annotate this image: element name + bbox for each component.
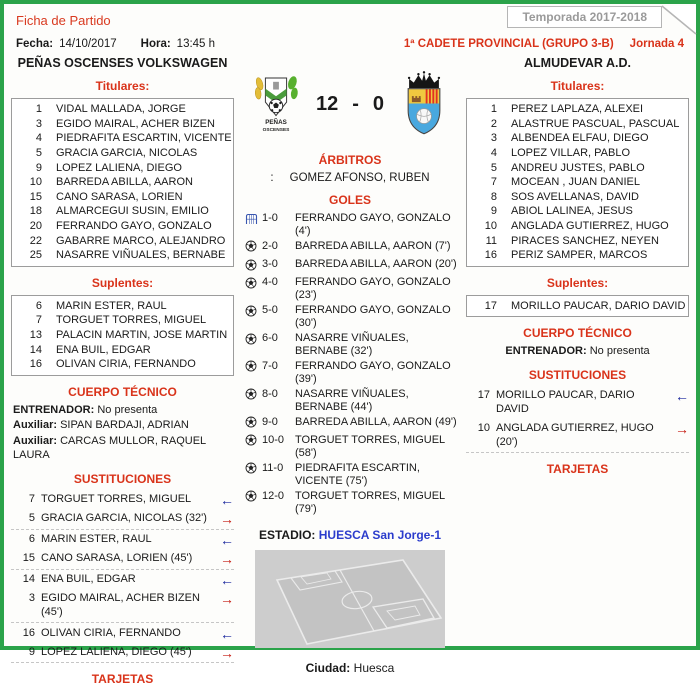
away-titulares-list xyxy=(466,98,689,267)
soccer-ball-icon xyxy=(245,276,262,293)
player-name: MARIN ESTER, RAUL xyxy=(56,299,167,312)
player-number: 10 xyxy=(29,176,42,189)
substitution-row xyxy=(11,643,234,663)
substitution-row xyxy=(11,510,234,530)
player-row xyxy=(467,146,688,161)
player-name: NASARRE VIÑUALES, BERNABE xyxy=(56,249,226,262)
player-row xyxy=(467,299,688,314)
away-staff-list xyxy=(466,345,689,359)
goal-scorer: FERRANDO GAYO, GONZALO (39') xyxy=(295,359,451,386)
sub-out-arrow-icon: → xyxy=(220,591,234,607)
home-team-logo xyxy=(249,72,303,136)
sub-player-name: LOPEZ LALIENA, DIEGO (45') xyxy=(41,645,192,658)
player-name: SOS AVELLANAS, DAVID xyxy=(511,190,639,203)
home-team-panel xyxy=(4,54,241,691)
sub-player-number: 15 xyxy=(22,552,35,564)
goal-score: 7-0 xyxy=(262,359,278,372)
staff-role: ENTRENADOR: xyxy=(505,345,587,358)
away-team-logo xyxy=(397,69,451,139)
player-number: 25 xyxy=(29,249,42,262)
player-row xyxy=(12,342,233,357)
goal-scorer: FERRANDO GAYO, GONZALO (30') xyxy=(295,304,451,330)
player-number: 16 xyxy=(484,249,497,262)
player-name: CANO SARASA, LORIEN xyxy=(56,190,183,203)
player-number: 22 xyxy=(29,234,42,247)
player-row xyxy=(467,248,688,263)
goal-row xyxy=(245,360,457,386)
goals-list xyxy=(243,212,457,516)
player-number: 2 xyxy=(490,117,497,130)
sub-player-name: GRACIA GARCIA, NICOLAS (32') xyxy=(41,512,207,524)
match-meta-row xyxy=(4,36,696,54)
home-substitutions-list xyxy=(11,491,234,664)
home-titulares-heading: Titulares: xyxy=(95,79,150,93)
staff-name: No presenta xyxy=(589,345,650,358)
goal-row xyxy=(245,276,457,302)
staff-row xyxy=(13,435,232,463)
player-name: GRACIA GARCIA, NICOLAS xyxy=(56,147,198,160)
home-tarjetas-heading: TARJETAS xyxy=(91,672,154,686)
goal-score: 8-0 xyxy=(262,387,278,400)
player-number: 11 xyxy=(485,234,497,247)
player-row xyxy=(467,233,688,248)
sub-in-arrow-icon: ← xyxy=(220,532,234,548)
player-number: 5 xyxy=(490,161,497,174)
player-row xyxy=(467,204,688,219)
sub-player-number: 17 xyxy=(477,389,490,402)
player-row xyxy=(12,190,233,205)
soccer-ball-icon xyxy=(245,388,262,405)
sub-player-name: TORGUET TORRES, MIGUEL xyxy=(41,493,192,505)
player-number: 20 xyxy=(29,220,42,233)
goal-row xyxy=(245,490,457,516)
player-row xyxy=(467,190,688,205)
sub-player-number: 9 xyxy=(28,645,35,658)
substitution-row xyxy=(466,387,689,420)
goal-row xyxy=(245,332,457,358)
sub-player-number: 6 xyxy=(28,533,35,545)
player-name: GABARRE MARCO, ALEJANDRO xyxy=(56,234,226,247)
player-number: 17 xyxy=(484,299,497,312)
staff-name: CARCAS MULLOR, RAQUEL LAURA xyxy=(13,435,206,461)
goal-scorer: BARREDA ABILLA, AARON (20') xyxy=(295,258,457,271)
sub-player-name: ANGLADA GUTIERREZ, HUGO (20') xyxy=(496,421,654,448)
player-name: ANDREU JUSTES, PABLO xyxy=(511,161,645,174)
home-team-name: PEÑAS OSCENSES VOLKSWAGEN xyxy=(17,56,228,70)
goal-score: 2-0 xyxy=(262,239,278,252)
home-titulares-list xyxy=(11,98,234,267)
goal-row xyxy=(245,388,457,414)
substitution-row xyxy=(11,550,234,570)
referee-colon: : xyxy=(270,172,274,184)
sub-in-arrow-icon: ← xyxy=(220,492,234,508)
sub-player-number: 16 xyxy=(22,626,35,639)
staff-name: No presenta xyxy=(97,403,158,416)
stadium-link[interactable]: HUESCA San Jorge-1 xyxy=(318,527,442,542)
competition-name: 1ª CADETE PROVINCIAL (GRUPO 3-B) xyxy=(403,38,614,50)
sub-in-arrow-icon: ← xyxy=(220,625,234,642)
player-row xyxy=(12,219,233,234)
goal-row xyxy=(245,240,457,257)
sub-player-name: ENA BUIL, EDGAR xyxy=(41,573,136,585)
player-row xyxy=(467,117,688,132)
player-row xyxy=(467,219,688,234)
player-number: 14 xyxy=(29,343,42,356)
home-sustituciones-heading: SUSTITUCIONES xyxy=(73,471,172,486)
soccer-ball-icon xyxy=(245,304,262,321)
season-tab[interactable]: Temporada 2017-2018 xyxy=(507,6,662,28)
sub-player-name: CANO SARASA, LORIEN (45') xyxy=(41,552,193,564)
page-header xyxy=(4,4,696,36)
player-name: FERRANDO GAYO, GONZALO xyxy=(56,220,212,233)
staff-row xyxy=(13,404,232,418)
player-name: PALACIN MARTIN, JOSE MARTIN xyxy=(56,329,228,342)
goal-row xyxy=(245,304,457,330)
sub-in-arrow-icon: ← xyxy=(220,572,234,588)
sub-out-arrow-icon: → xyxy=(220,551,234,567)
goal-score: 5-0 xyxy=(262,304,278,317)
home-score: 12 xyxy=(315,92,339,115)
goal-row xyxy=(245,258,457,275)
substitution-row xyxy=(466,419,689,453)
content-columns xyxy=(4,54,696,691)
substitution-row xyxy=(11,590,234,624)
away-team-panel xyxy=(459,54,696,481)
player-name: TORGUET TORRES, MIGUEL xyxy=(56,314,207,327)
player-name: BARREDA ABILLA, AARON xyxy=(56,176,193,189)
soccer-ball-icon xyxy=(245,462,262,479)
player-name: ABIOL LALINEA, JESUS xyxy=(511,205,633,218)
home-staff-list xyxy=(11,404,234,463)
competition-info xyxy=(404,38,684,50)
soccer-ball-icon xyxy=(245,490,262,507)
score-separator: - xyxy=(352,92,359,115)
player-row xyxy=(12,248,233,263)
staff-role: Auxiliar: xyxy=(13,435,58,447)
hora-value: 13:45 h xyxy=(176,38,216,50)
goal-scorer: PIEDRAFITA ESCARTIN, VICENTE (75') xyxy=(295,461,420,487)
player-number: 18 xyxy=(29,205,42,218)
player-name: PIRACES SANCHEZ, NEYEN xyxy=(511,234,659,247)
player-name: ALMARCEGUI SUSIN, EMILIO xyxy=(56,205,209,218)
ciudad-value: Huesca xyxy=(353,660,395,675)
away-sustituciones-heading: SUSTITUCIONES xyxy=(528,367,627,382)
player-row xyxy=(12,160,233,175)
substitution-row xyxy=(11,571,234,590)
goal-row xyxy=(245,212,457,238)
goal-score: 6-0 xyxy=(262,332,278,344)
player-row xyxy=(12,204,233,219)
sub-player-number: 5 xyxy=(28,512,35,524)
player-name: LOPEZ LALIENA, DIEGO xyxy=(56,161,182,174)
player-number: 10 xyxy=(484,220,497,233)
staff-role: Auxiliar: xyxy=(13,419,58,432)
player-name: LOPEZ VILLAR, PABLO xyxy=(511,147,631,160)
player-row xyxy=(12,117,233,132)
goal-score: 11-0 xyxy=(262,461,284,474)
sub-player-name: OLIVAN CIRIA, FERNANDO xyxy=(41,626,181,639)
away-suplentes-heading: Suplentes: xyxy=(546,275,609,290)
goal-scorer: BARREDA ABILLA, AARON (7') xyxy=(295,239,451,252)
home-logo-text-1: PEÑAS xyxy=(265,119,287,127)
away-substitutions-list xyxy=(466,387,689,453)
arbitros-heading: ÁRBITROS xyxy=(318,153,382,167)
substitution-row xyxy=(11,624,234,643)
goal-scorer: TORGUET TORRES, MIGUEL (79') xyxy=(295,489,445,515)
player-number: 7 xyxy=(35,314,42,327)
substitution-row xyxy=(11,531,234,550)
goal-row xyxy=(245,462,457,488)
sub-out-arrow-icon: → xyxy=(220,511,234,527)
away-titulares-heading: Titulares: xyxy=(550,79,605,93)
page-title: Ficha de Partido xyxy=(16,13,111,28)
player-name: PERIZ SAMPER, MARCOS xyxy=(511,249,648,262)
staff-row xyxy=(13,419,232,433)
soccer-ball-icon xyxy=(245,240,262,257)
goal-row xyxy=(245,416,457,433)
goal-score: 12-0 xyxy=(262,489,285,502)
home-cuerpo-tecnico-heading: CUERPO TÉCNICO xyxy=(68,384,177,399)
player-name: ALASTRUE PASCUAL, PASCUAL xyxy=(511,117,680,130)
goal-score: 1-0 xyxy=(262,212,278,224)
player-number: 3 xyxy=(35,117,42,130)
player-name: PIEDRAFITA ESCARTIN, VICENTE xyxy=(56,132,232,145)
player-number: 1 xyxy=(490,103,497,116)
goles-heading: GOLES xyxy=(328,193,371,207)
sub-out-arrow-icon: → xyxy=(220,644,234,661)
estadio-label: ESTADIO: xyxy=(258,527,316,542)
player-name: MORILLO PAUCAR, DARIO DAVID xyxy=(511,299,686,312)
player-name: ENA BUIL, EDGAR xyxy=(56,343,151,356)
substitution-row xyxy=(11,491,234,510)
date-time xyxy=(16,38,221,50)
home-suplentes-heading: Suplentes: xyxy=(91,275,154,290)
player-row xyxy=(12,299,233,314)
ciudad-label: Ciudad: xyxy=(305,660,351,675)
player-name: PEREZ LAPLAZA, ALEXEI xyxy=(511,103,644,116)
player-name: ANGLADA GUTIERREZ, HUGO xyxy=(511,220,669,233)
referee-line xyxy=(243,172,457,184)
score-row xyxy=(243,54,457,146)
player-number: 3 xyxy=(490,132,497,145)
player-number: 15 xyxy=(29,190,42,203)
player-name: ALBENDEA ELFAU, DIEGO xyxy=(511,132,649,145)
player-name: OLIVAN CIRIA, FERNANDO xyxy=(56,358,196,371)
stadium-line xyxy=(243,528,457,542)
goal-scorer: TORGUET TORRES, MIGUEL (58') xyxy=(295,433,445,459)
player-row xyxy=(467,160,688,175)
home-suplentes-list xyxy=(11,295,234,376)
staff-name: SIPAN BARDAJI, ADRIAN xyxy=(60,419,189,432)
player-row xyxy=(12,313,233,328)
sub-player-number: 10 xyxy=(477,421,490,434)
sub-out-arrow-icon: → xyxy=(675,420,689,437)
player-row xyxy=(12,233,233,248)
player-row xyxy=(12,328,233,343)
goal-score: 9-0 xyxy=(262,415,278,428)
home-logo-text-2: OSCENSES xyxy=(262,128,290,133)
goal-net-icon xyxy=(245,212,262,229)
player-row xyxy=(12,131,233,146)
soccer-ball-icon xyxy=(245,360,262,377)
fecha-value: 14/10/2017 xyxy=(59,38,117,50)
soccer-ball-icon xyxy=(245,258,262,275)
player-name: EGIDO MAIRAL, ACHER BIZEN xyxy=(56,117,215,130)
staff-role: ENTRENADOR: xyxy=(13,403,95,416)
referee-name: GOMEZ AFONSO, RUBEN xyxy=(289,172,430,184)
sub-player-name: EGIDO MAIRAL, ACHER BIZEN (45') xyxy=(41,592,200,618)
match-center-panel xyxy=(241,54,459,675)
player-row xyxy=(12,175,233,190)
player-number: 13 xyxy=(29,329,42,342)
player-row xyxy=(467,102,688,117)
sub-player-number: 14 xyxy=(22,573,35,585)
staff-row xyxy=(468,345,687,359)
goal-scorer: NASARRE VIÑUALES, BERNABE (44') xyxy=(295,387,409,413)
player-number: 6 xyxy=(35,299,42,312)
stadium-field-image xyxy=(243,550,457,653)
player-row xyxy=(467,175,688,190)
goal-scorer: NASARRE VIÑUALES, BERNABE (32') xyxy=(295,332,409,358)
soccer-ball-icon xyxy=(245,332,262,349)
player-name: MOCEAN , JUAN DANIEL xyxy=(511,176,640,189)
goal-score: 4-0 xyxy=(262,276,278,289)
hora-label: Hora: xyxy=(140,38,171,50)
away-suplentes-list xyxy=(466,295,689,318)
page-corner-fold xyxy=(660,4,696,34)
sub-player-number: 7 xyxy=(28,493,35,505)
player-number: 16 xyxy=(29,358,42,371)
player-number: 1 xyxy=(35,103,42,116)
player-number: 4 xyxy=(490,147,497,160)
player-number: 8 xyxy=(490,190,497,203)
goal-scorer: BARREDA ABILLA, AARON (49') xyxy=(295,415,457,428)
goal-scorer: FERRANDO GAYO, GONZALO (23') xyxy=(295,276,451,302)
jornada: Jornada 4 xyxy=(629,38,684,50)
player-row xyxy=(12,102,233,117)
away-cuerpo-tecnico-heading: CUERPO TÉCNICO xyxy=(523,326,632,341)
sub-player-name: MORILLO PAUCAR, DARIO DAVID xyxy=(496,389,635,416)
player-row xyxy=(12,357,233,372)
fecha-label: Fecha: xyxy=(16,38,54,50)
player-number: 5 xyxy=(35,147,42,160)
sub-player-name: MARIN ESTER, RAUL xyxy=(41,533,152,545)
city-line xyxy=(243,661,457,675)
final-score xyxy=(316,93,384,116)
player-number: 4 xyxy=(35,132,42,145)
away-score: 0 xyxy=(372,92,385,115)
player-row xyxy=(12,146,233,161)
player-number: 7 xyxy=(490,176,497,189)
player-number: 9 xyxy=(35,161,42,174)
goal-scorer: FERRANDO GAYO, GONZALO (4') xyxy=(295,212,451,238)
sub-in-arrow-icon: ← xyxy=(675,388,689,405)
goal-row xyxy=(245,434,457,460)
soccer-ball-icon xyxy=(245,416,262,433)
player-name: VIDAL MALLADA, JORGE xyxy=(56,103,186,116)
sub-player-number: 3 xyxy=(28,592,35,604)
goal-score: 10-0 xyxy=(262,433,285,446)
away-team-name: ALMUDEVAR A.D. xyxy=(524,56,631,70)
goal-score: 3-0 xyxy=(262,258,278,271)
soccer-ball-icon xyxy=(245,434,262,451)
player-number: 9 xyxy=(490,205,497,218)
player-row xyxy=(467,131,688,146)
away-tarjetas-heading: TARJETAS xyxy=(546,461,609,476)
